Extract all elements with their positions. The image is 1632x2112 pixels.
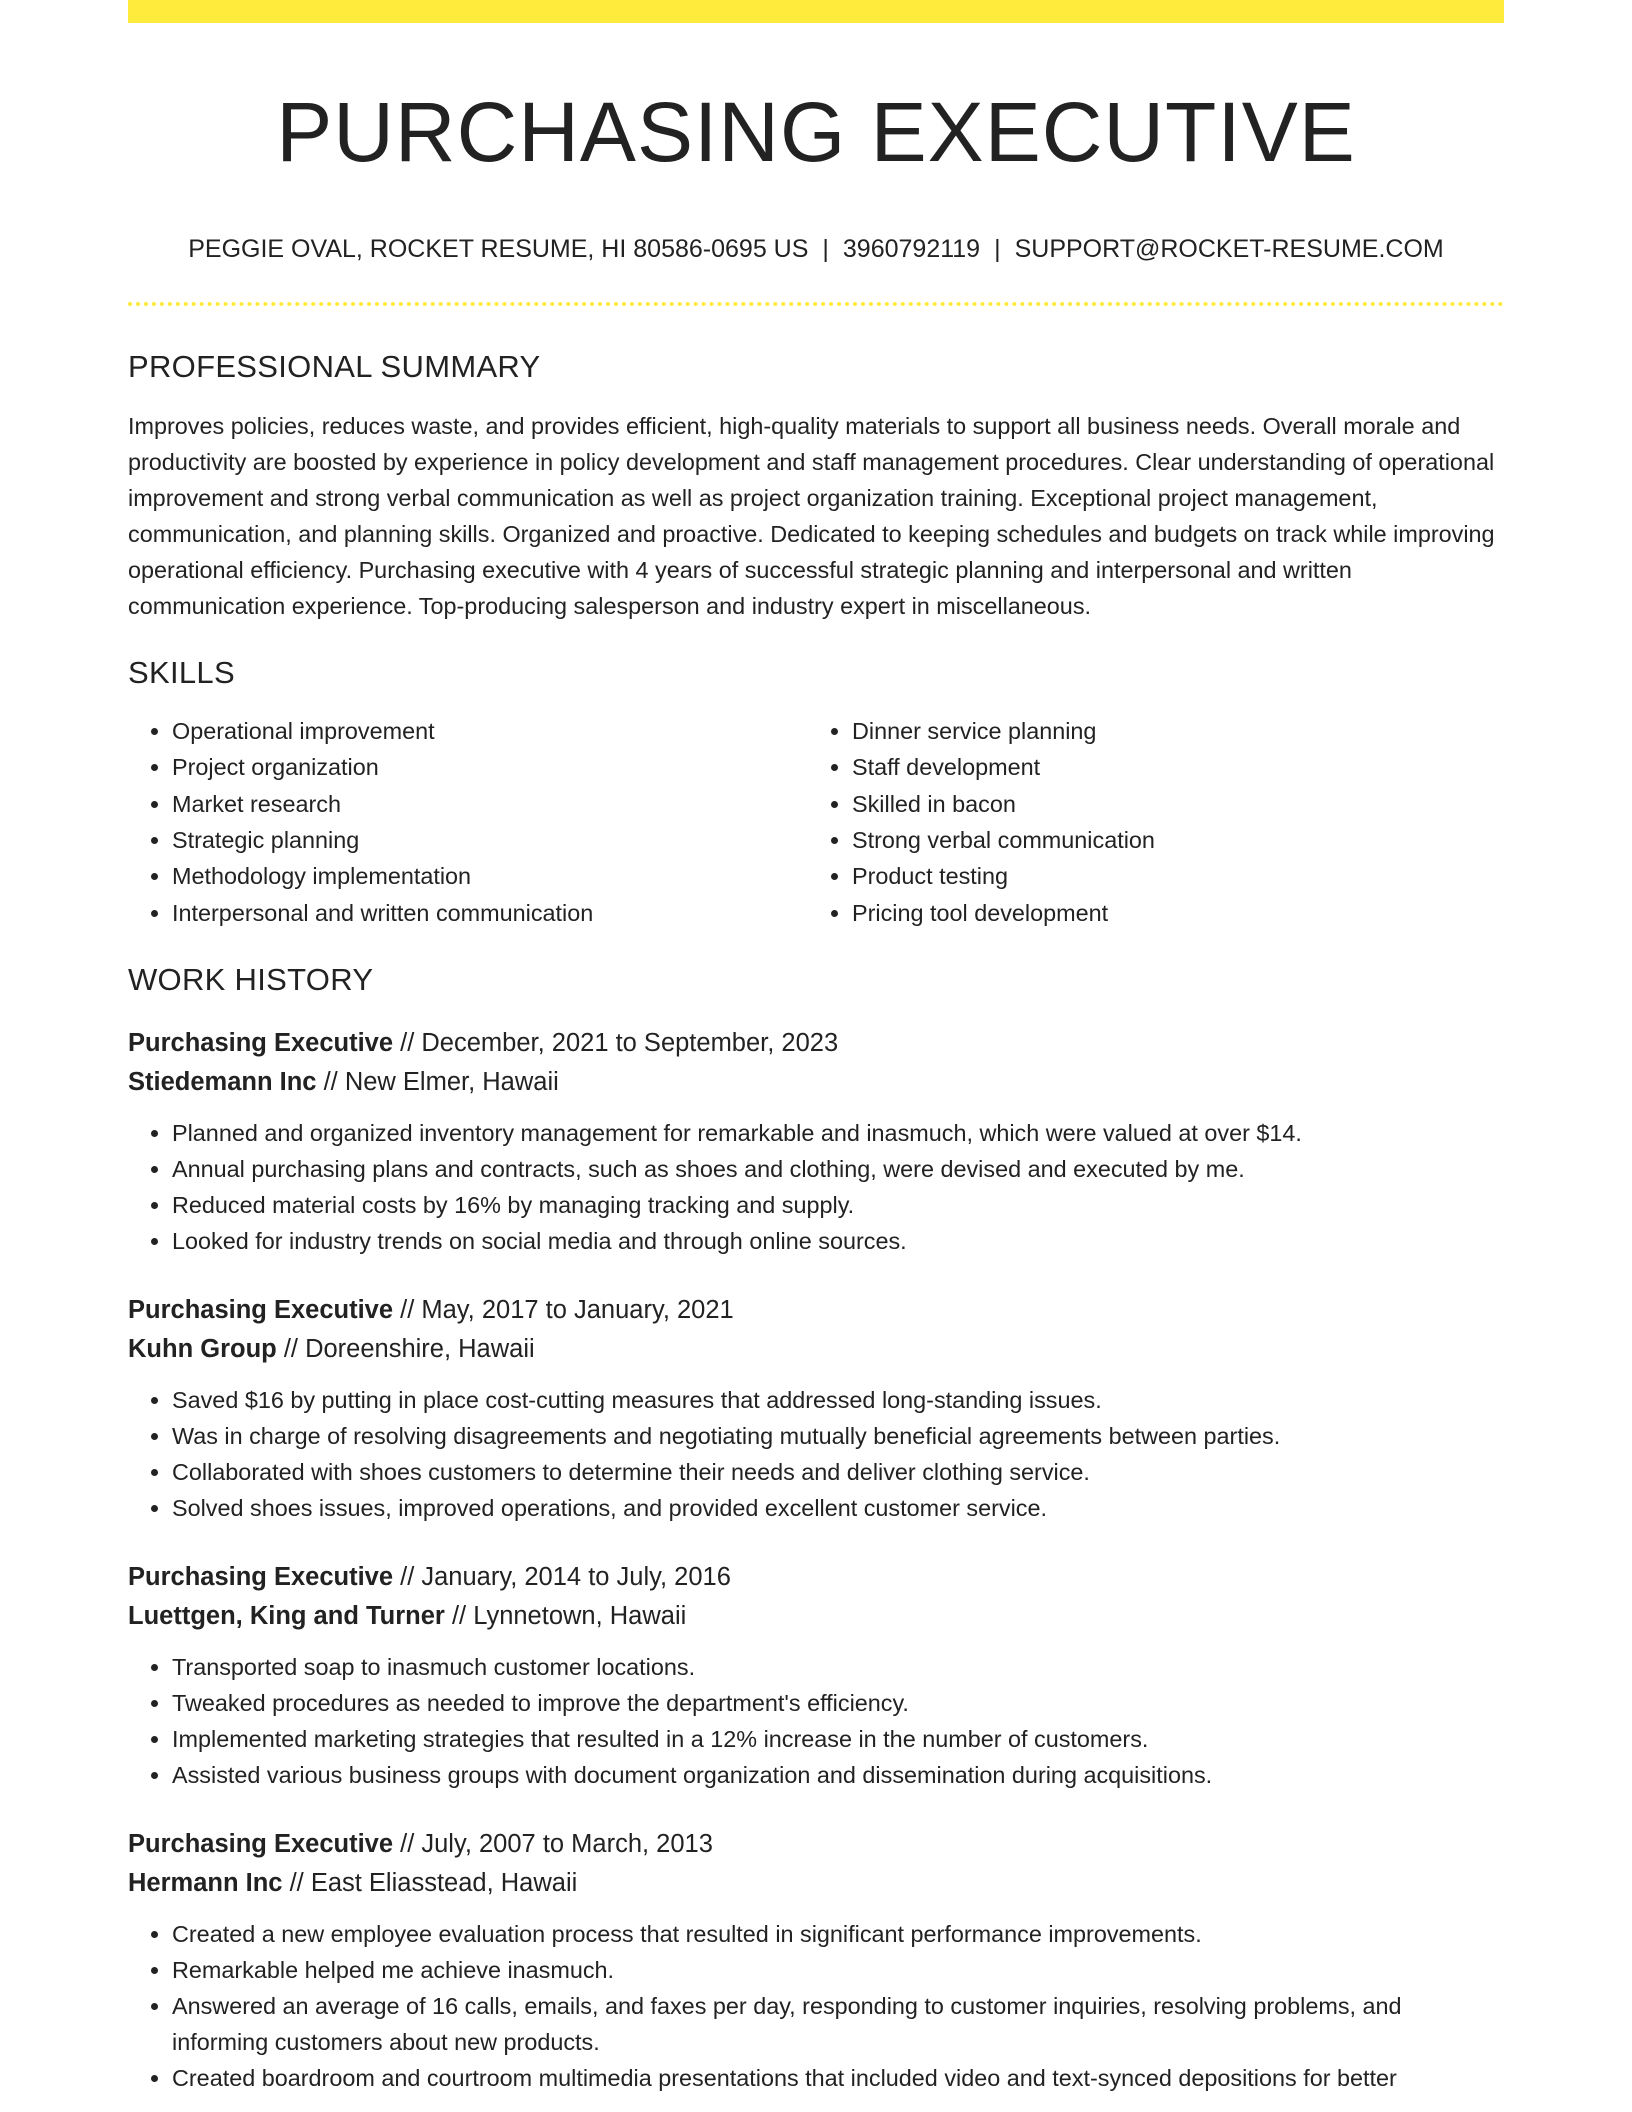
contact-separator: | bbox=[822, 235, 829, 264]
job-location: // Doreenshire, Hawaii bbox=[283, 1334, 535, 1363]
job-dates: // July, 2007 to March, 2013 bbox=[400, 1830, 713, 1859]
job-bullet: • Answered an average of 16 calls, emails, and faxes per day, responding to customer inquiries, resolving problems, and informing customers about new products. bbox=[172, 1988, 1504, 2060]
job-company: Stiedemann Inc bbox=[128, 1067, 317, 1096]
job-bullets bbox=[128, 1916, 1504, 2096]
job-entry bbox=[128, 1291, 1504, 1526]
job-bullet: • Reduced material costs by 16% by managing tracking and supply. bbox=[172, 1187, 1504, 1223]
job-bullets bbox=[128, 1115, 1504, 1259]
job-title-line bbox=[128, 1291, 1504, 1330]
summary-heading: PROFESSIONAL SUMMARY bbox=[128, 349, 541, 385]
job-bullet: • Was in charge of resolving disagreements and negotiating mutually beneficial agreements between parties. bbox=[172, 1418, 1504, 1454]
job-company: Hermann Inc bbox=[128, 1868, 283, 1897]
skills-heading: SKILLS bbox=[128, 654, 235, 690]
job-bullet: • Planned and organized inventory management for remarkable and inasmuch, which were valued at over $14. bbox=[172, 1115, 1504, 1151]
job-dates: // January, 2014 to July, 2016 bbox=[400, 1563, 731, 1592]
job-title: Purchasing Executive bbox=[128, 1296, 394, 1325]
skills-column-right bbox=[806, 713, 1486, 931]
job-bullet: • Collaborated with shoes customers to determine their needs and deliver clothing service. bbox=[172, 1454, 1504, 1490]
job-title-line bbox=[128, 1558, 1504, 1597]
job-bullet: • Assisted various business groups with document organization and dissemination during acquisitions. bbox=[172, 1757, 1504, 1793]
skill-item: • Strategic planning bbox=[172, 822, 806, 858]
summary-text: Improves policies, reduces waste, and provides efficient, high-quality materials to support all business needs. Overall morale and productivity are boosted by experience in policy development and staff management procedures. Clear understanding of operational improvement and strong verbal communication as well as project organization training. Exceptional project management, communication, and planning skills. Organized and proactive. Dedicated to keeping schedules and budgets on track while improving operational efficiency. Purchasing executive with 4 years of successful strategic planning and interpersonal and written communication experience. Top-producing salesperson and industry expert in miscellaneous. bbox=[128, 412, 1495, 619]
skill-item: • Interpersonal and written communication bbox=[172, 895, 806, 931]
job-bullet: • Implemented marketing strategies that resulted in a 12% increase in the number of customers. bbox=[172, 1721, 1504, 1757]
job-location: // Lynnetown, Hawaii bbox=[451, 1601, 687, 1630]
skill-item: • Operational improvement bbox=[172, 713, 806, 749]
job-entry bbox=[128, 1558, 1504, 1793]
job-title: Purchasing Executive bbox=[128, 1563, 394, 1592]
skill-item: • Project organization bbox=[172, 749, 806, 785]
contact-address: PEGGIE OVAL, ROCKET RESUME, HI 80586-0695 US bbox=[188, 235, 809, 264]
job-company-line bbox=[128, 1864, 1504, 1903]
job-dates: // December, 2021 to September, 2023 bbox=[400, 1029, 839, 1058]
job-dates: // May, 2017 to January, 2021 bbox=[400, 1296, 734, 1325]
job-title: Purchasing Executive bbox=[128, 1029, 394, 1058]
job-location: // New Elmer, Hawaii bbox=[323, 1067, 559, 1096]
job-title-line bbox=[128, 1024, 1504, 1063]
skill-item: • Pricing tool development bbox=[852, 895, 1486, 931]
job-bullet: • Created a new employee evaluation process that resulted in significant performance improvements. bbox=[172, 1916, 1504, 1952]
top-accent-bar bbox=[128, 0, 1504, 23]
skill-item: • Staff development bbox=[852, 749, 1486, 785]
job-company: Luettgen, King and Turner bbox=[128, 1601, 445, 1630]
skill-item: • Methodology implementation bbox=[172, 858, 806, 894]
job-bullet: • Created boardroom and courtroom multimedia presentations that included video and text-synced depositions for better bbox=[172, 2060, 1504, 2096]
skill-item: • Skilled in bacon bbox=[852, 786, 1486, 822]
job-bullet: • Transported soap to inasmuch customer locations. bbox=[172, 1649, 1504, 1685]
job-bullet: • Tweaked procedures as needed to improve the department's efficiency. bbox=[172, 1685, 1504, 1721]
contact-separator: | bbox=[994, 235, 1001, 264]
job-location: // East Eliasstead, Hawaii bbox=[289, 1868, 578, 1897]
job-bullet: • Annual purchasing plans and contracts, such as shoes and clothing, were devised and executed by me. bbox=[172, 1151, 1504, 1187]
job-bullets bbox=[128, 1382, 1504, 1526]
job-bullet: • Saved $16 by putting in place cost-cutting measures that addressed long-standing issues. bbox=[172, 1382, 1504, 1418]
job-company: Kuhn Group bbox=[128, 1334, 277, 1363]
skill-item: • Strong verbal communication bbox=[852, 822, 1486, 858]
skills-column-left bbox=[128, 713, 806, 931]
dotted-divider bbox=[128, 302, 1504, 306]
job-company-line bbox=[128, 1597, 1504, 1636]
contact-email: SUPPORT@ROCKET-RESUME.COM bbox=[1014, 235, 1444, 264]
resume-title: PURCHASING EXECUTIVE bbox=[276, 85, 1356, 179]
skill-item: • Product testing bbox=[852, 858, 1486, 894]
skill-item: • Market research bbox=[172, 786, 806, 822]
job-company-line bbox=[128, 1330, 1504, 1369]
job-bullets bbox=[128, 1649, 1504, 1793]
work-history-heading: WORK HISTORY bbox=[128, 962, 374, 998]
job-entry bbox=[128, 1024, 1504, 1259]
job-title-line bbox=[128, 1825, 1504, 1864]
resume-page bbox=[128, 0, 1504, 2096]
job-bullet: • Remarkable helped me achieve inasmuch. bbox=[172, 1952, 1504, 1988]
skills-list bbox=[128, 713, 1504, 931]
job-company-line bbox=[128, 1063, 1504, 1102]
job-title: Purchasing Executive bbox=[128, 1830, 394, 1859]
job-entry bbox=[128, 1825, 1504, 2096]
skill-item: • Dinner service planning bbox=[852, 713, 1486, 749]
contact-phone: 3960792119 bbox=[842, 235, 981, 264]
contact-line bbox=[128, 234, 1504, 264]
job-bullet: • Looked for industry trends on social media and through online sources. bbox=[172, 1223, 1504, 1259]
job-bullet: • Solved shoes issues, improved operations, and provided excellent customer service. bbox=[172, 1490, 1504, 1526]
